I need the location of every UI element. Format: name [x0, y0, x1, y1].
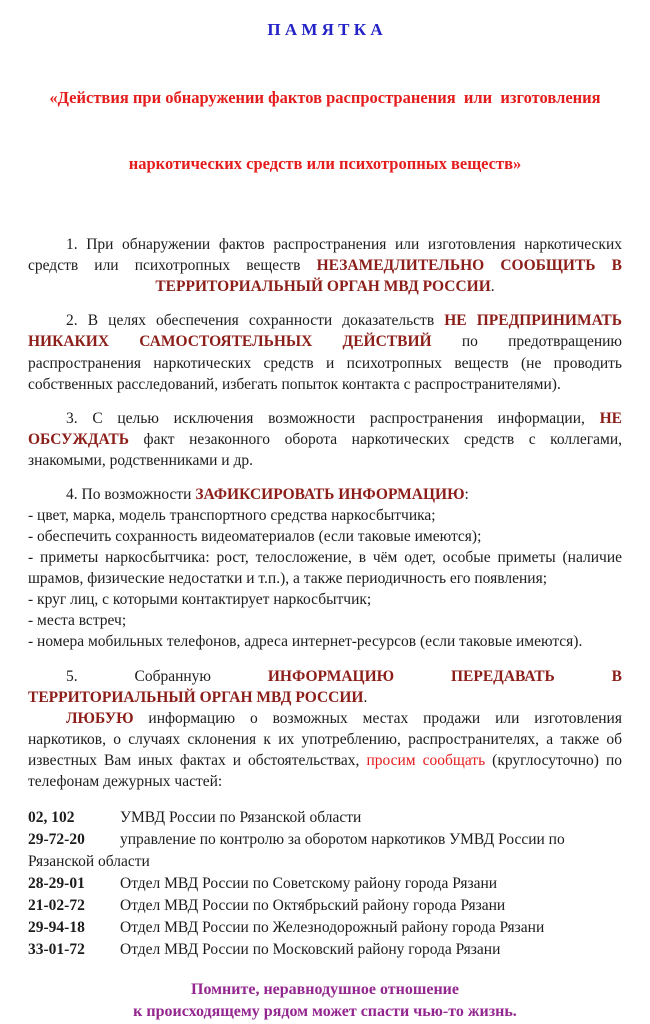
paragraph-1	[28, 234, 622, 297]
phone-row	[28, 873, 622, 895]
memo-subtitle-line2: наркотических средств или психотропных веществ»	[128, 154, 522, 174]
paragraph-5-line1	[28, 666, 622, 687]
phone-row	[28, 829, 622, 873]
phone-department: Отдел МВД России по Октябрьский району города Рязани	[120, 897, 506, 914]
phone-department: Отдел МВД России по Советскому району города Рязани	[120, 875, 498, 892]
paragraph-5-emphasis-part1: ИНФОРМАЦИЮ ПЕРЕДАВАТЬ В	[267, 667, 622, 685]
paragraph-6	[28, 708, 622, 792]
phone-row	[28, 807, 622, 829]
list-item: - приметы наркосбытчика: рост, телосложение, в чём одет, особые приметы (наличие шрамов, физические недостатки и т.п.), а также периодичность его появления;	[28, 549, 622, 588]
phone-number: 29-94-18	[28, 919, 85, 936]
phone-department: УМВД России по Рязанской области	[120, 809, 362, 826]
paragraph-6-red-note: просим сообщать	[366, 751, 486, 769]
paragraph-4-text: 4. По возможности	[66, 485, 196, 503]
paragraph-1-period: .	[490, 278, 495, 296]
phone-department: управление по контролю за оборотом наркотиков УМВД России по Рязанской области	[28, 831, 565, 870]
paragraph-6-emphasis: ЛЮБУЮ	[66, 709, 134, 727]
paragraph-5-line2	[28, 687, 622, 708]
paragraph-5-period: .	[363, 688, 368, 706]
closing-message	[28, 979, 622, 1024]
paragraph-5-text: 5. Собранную	[66, 667, 268, 685]
paragraph-4-heading	[28, 484, 622, 505]
memo-title: П А М Я Т К А	[267, 20, 383, 39]
memo-subtitle-line1: «Действия при обнаружении фактов распространения или изготовления	[49, 87, 601, 107]
paragraph-1-emphasis: НЕЗАМЕДЛИТЕЛЬНО СООБЩИТЬ В ТЕРРИТОРИАЛЬНЫЙ ОРГАН МВД РОССИИ	[155, 257, 622, 296]
phone-number: 29-72-20	[28, 831, 85, 848]
paragraph-2-text: 2. В целях обеспечения сохранности доказательств	[66, 312, 445, 330]
paragraph-3	[28, 408, 622, 471]
phone-number: 33-01-72	[28, 941, 85, 958]
phone-number: 02, 102	[28, 809, 75, 826]
paragraph-3-text: 3. С целью исключения возможности распространения информации,	[66, 409, 600, 427]
phone-row	[28, 939, 622, 961]
paragraph-1-text: 1. При обнаружении фактов распространения или изготовления наркотических средств или психотропных веществ	[28, 236, 622, 275]
paragraph-3-text-cont: факт незаконного оборота наркотических средств с коллегами, знакомыми, родственниками и др.	[28, 430, 622, 469]
phone-department: Отдел МВД России по Московский району города Рязани	[120, 941, 501, 958]
phone-department: Отдел МВД России по Железнодорожный району города Рязани	[120, 919, 545, 936]
phone-number: 21-02-72	[28, 897, 85, 914]
phone-directory	[28, 807, 622, 961]
list-item: - круг лиц, с которыми контактирует наркосбытчик;	[28, 591, 372, 609]
paragraph-4-emphasis: ЗАФИКСИРОВАТЬ ИНФОРМАЦИЮ	[195, 485, 465, 503]
list-item: - цвет, марка, модель транспортного средства наркосбытчика;	[28, 506, 436, 524]
record-info-section	[28, 484, 622, 653]
closing-message-line1: Помните, неравнодушное отношение	[191, 981, 459, 998]
closing-message-line2: к происходящему рядом может спасти чью-то жизнь.	[133, 1003, 517, 1021]
paragraph-2	[28, 310, 622, 394]
paragraph-2-emphasis: НЕ ПРЕДПРИНИМАТЬ НИКАКИХ САМОСТОЯТЕЛЬНЫХ ДЕЙСТВИЙ	[28, 312, 622, 351]
paragraph-2-text-cont: по предотвращению распространения наркотических средств и психотропных веществ (не проводить собственных расследований, избегать попыток контакта с распространителями).	[28, 333, 622, 393]
paragraph-6-text-cont: (круглосуточно) по телефонам дежурных частей:	[28, 751, 622, 790]
list-item: - обеспечить сохранность видеоматериалов (если таковые имеются);	[28, 528, 482, 546]
paragraph-6-text: информацию о возможных местах продажи или изготовления наркотиков, о случаях склонения к их употреблению, распространителях, а также об известных Вам иных фактах и обстоятельствах,	[28, 709, 622, 769]
phone-row	[28, 895, 622, 917]
memo-subtitle	[28, 42, 622, 220]
paragraph-3-emphasis: НЕ ОБСУЖДАТЬ	[28, 409, 622, 448]
paragraph-5-emphasis-part2: ТЕРРИТОРИАЛЬНЫЙ ОРГАН МВД РОССИИ	[28, 688, 364, 706]
phone-number: 28-29-01	[28, 875, 85, 892]
list-item: - номера мобильных телефонов, адреса интернет-ресурсов (если таковые имеются).	[28, 633, 583, 651]
phone-row	[28, 917, 622, 939]
paragraph-4-colon: :	[464, 485, 469, 503]
list-item: - места встреч;	[28, 612, 127, 630]
paragraph-5	[28, 666, 622, 708]
